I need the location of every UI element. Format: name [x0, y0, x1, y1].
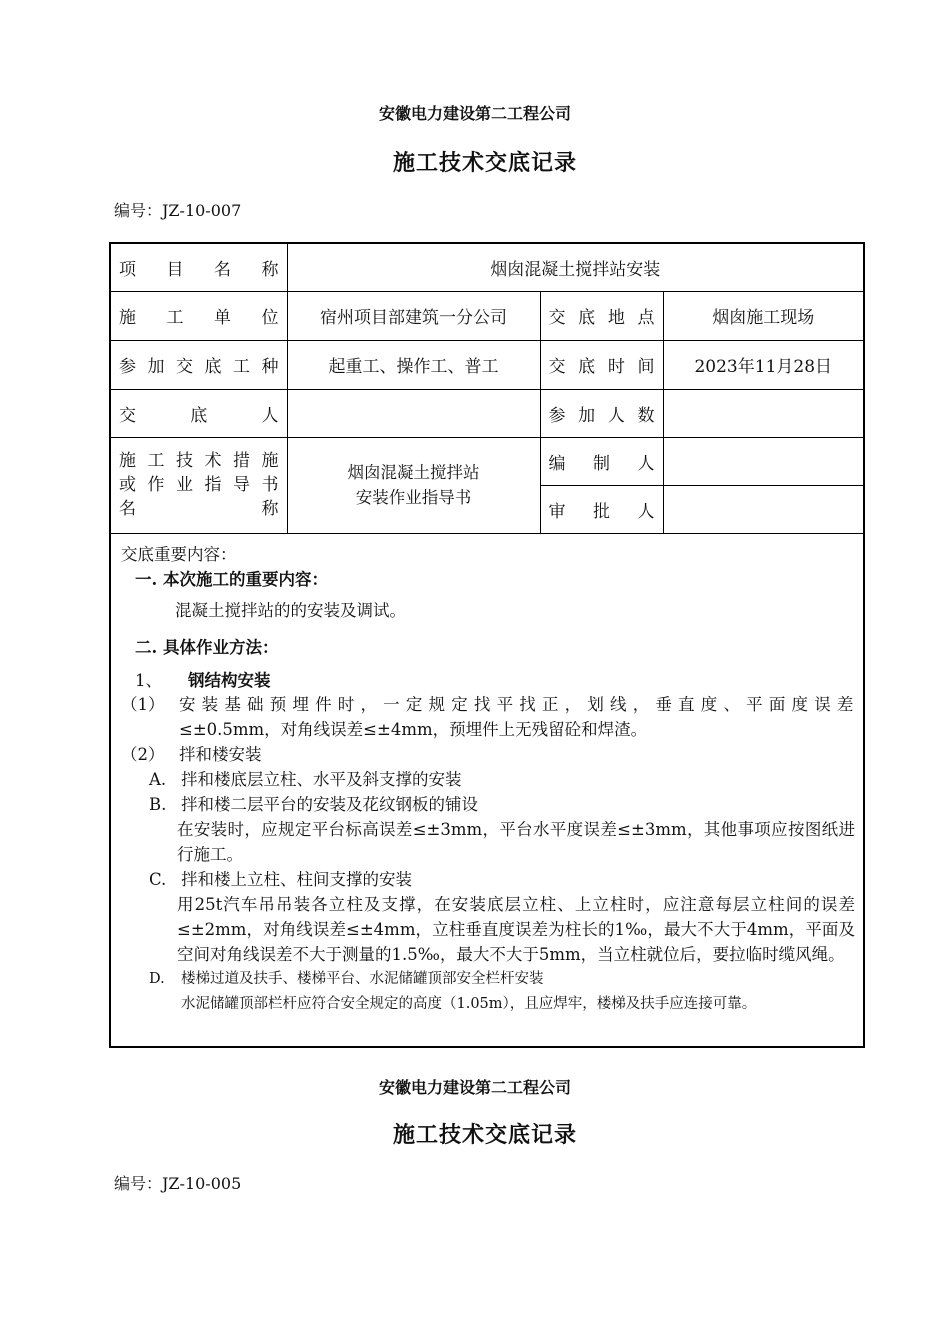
sub-a-letter: A.: [149, 769, 167, 789]
approver-label: 审 批 人: [540, 485, 663, 533]
para-1-line2: ≤±0.5mm，对角线误差≤±4mm，预埋件上无残留砼和焊渣。: [179, 719, 648, 739]
measure-label: [110, 437, 287, 533]
approver-value: [663, 485, 864, 533]
trades-value: 起重工、操作工、普工: [287, 340, 540, 389]
attendees-label: 参 加 人 数: [540, 389, 663, 437]
sub-b: [121, 792, 855, 817]
project-name-value: 烟囱混凝土搅拌站安装: [287, 243, 864, 291]
measure-name: [287, 437, 540, 533]
measure-name-line2: 安装作业指导书: [355, 488, 472, 507]
row-unit: [110, 291, 864, 340]
sub-d-detail: 水泥储罐顶部栏杆应符合安全规定的高度（1.05m），且应焊牢，楼梯及扶手应连接可靠。: [181, 995, 757, 1012]
sub-c-text: 拌和楼上立柱、柱间支撑的安装: [181, 869, 412, 889]
row-content: [110, 533, 864, 1047]
author-label: 编 制 人: [540, 437, 663, 485]
sub-a: [121, 767, 855, 792]
sub-d: [121, 967, 855, 992]
row-trades: [110, 340, 864, 389]
disclosure-table: [109, 242, 865, 1048]
sub-c: [121, 867, 855, 892]
disclosure-content: [110, 533, 864, 1047]
item-1-number: 1、: [135, 670, 162, 690]
project-name-label: 项 目 名 称: [110, 243, 287, 291]
sub-d-text: 楼梯过道及扶手、楼梯平台、水泥储罐顶部安全栏杆安装: [181, 970, 544, 987]
measure-name-line1: 烟囱混凝土搅拌站: [347, 463, 480, 482]
para-1-line1: 安装基础预埋件时，一定规定找平找正，划线，垂直度、平面度误差: [179, 694, 855, 714]
row-discloser: [110, 389, 864, 437]
company-name-2: 安徽电力建设第二工程公司: [378, 1078, 571, 1097]
document-title: 施工技术交底记录: [392, 150, 577, 176]
discloser-value: [287, 389, 540, 437]
place-value: 烟囱施工现场: [663, 291, 864, 340]
item-1: [121, 668, 855, 693]
sub-c-letter: C.: [149, 869, 167, 889]
place-label: 交 底 地 点: [540, 291, 663, 340]
attendees-value: [663, 389, 864, 437]
sub-c-detail: 用25t汽车吊吊装各立柱及支撑，在安装底层立柱、上立柱时，应注意每层立柱间的误差≤±2mm，对角线误差≤±4mm，立柱垂直度误差为柱长的1‰，最大不大于4mm，平面及空间对角线误差不大于测量的1.5‰，最大不大于5mm，当立柱就位后，要拉临时缆风绳。: [177, 894, 855, 964]
document-title-2: 施工技术交底记录: [392, 1122, 577, 1148]
sub-a-text: 拌和楼底层立柱、水平及斜支撑的安装: [181, 769, 462, 789]
section-1-text: 混凝土搅拌站的的安装及调试。: [175, 600, 406, 620]
row-measure-1: [110, 437, 864, 485]
document-number: 编号：JZ-10-007: [114, 201, 242, 220]
para-1: [121, 692, 855, 717]
para-2-number: （2）: [121, 744, 165, 764]
discloser-label: 交 底 人: [110, 389, 287, 437]
document-number-2: 编号：JZ-10-005: [114, 1174, 242, 1193]
section-2-title: 二. 具体作业方法：: [135, 637, 279, 657]
sub-b-detail: 在安装时，应规定平台标高误差≤±3mm，平台水平度误差≤±3mm，其他事项应按图纸进行施工。: [177, 819, 855, 864]
time-label: 交 底 时 间: [540, 340, 663, 389]
sub-b-text: 拌和楼二层平台的安装及花纹钢板的铺设: [181, 794, 478, 814]
unit-value: 宿州项目部建筑一分公司: [287, 291, 540, 340]
trades-label: 参加交底工种: [110, 340, 287, 389]
content-heading: 交底重要内容：: [121, 544, 237, 564]
unit-label: 施 工 单 位: [110, 291, 287, 340]
para-1-number: （1）: [121, 694, 165, 714]
measure-label-line2: 或作业指导书: [119, 475, 279, 495]
para-2: [121, 742, 855, 767]
measure-label-line1: 施工技术措施: [119, 451, 279, 471]
section-1-title: 一. 本次施工的重要内容：: [135, 569, 328, 589]
para-2-text: 拌和楼安装: [179, 744, 262, 764]
author-value: [663, 437, 864, 485]
sub-b-letter: B.: [149, 794, 167, 814]
item-1-title: 钢结构安装: [188, 670, 271, 690]
row-project-name: [110, 243, 864, 291]
company-name: 安徽电力建设第二工程公司: [378, 104, 571, 123]
time-value: 2023年11月28日: [663, 340, 864, 389]
sub-d-letter: D.: [149, 970, 165, 987]
measure-label-line3: 名 称: [119, 499, 279, 519]
